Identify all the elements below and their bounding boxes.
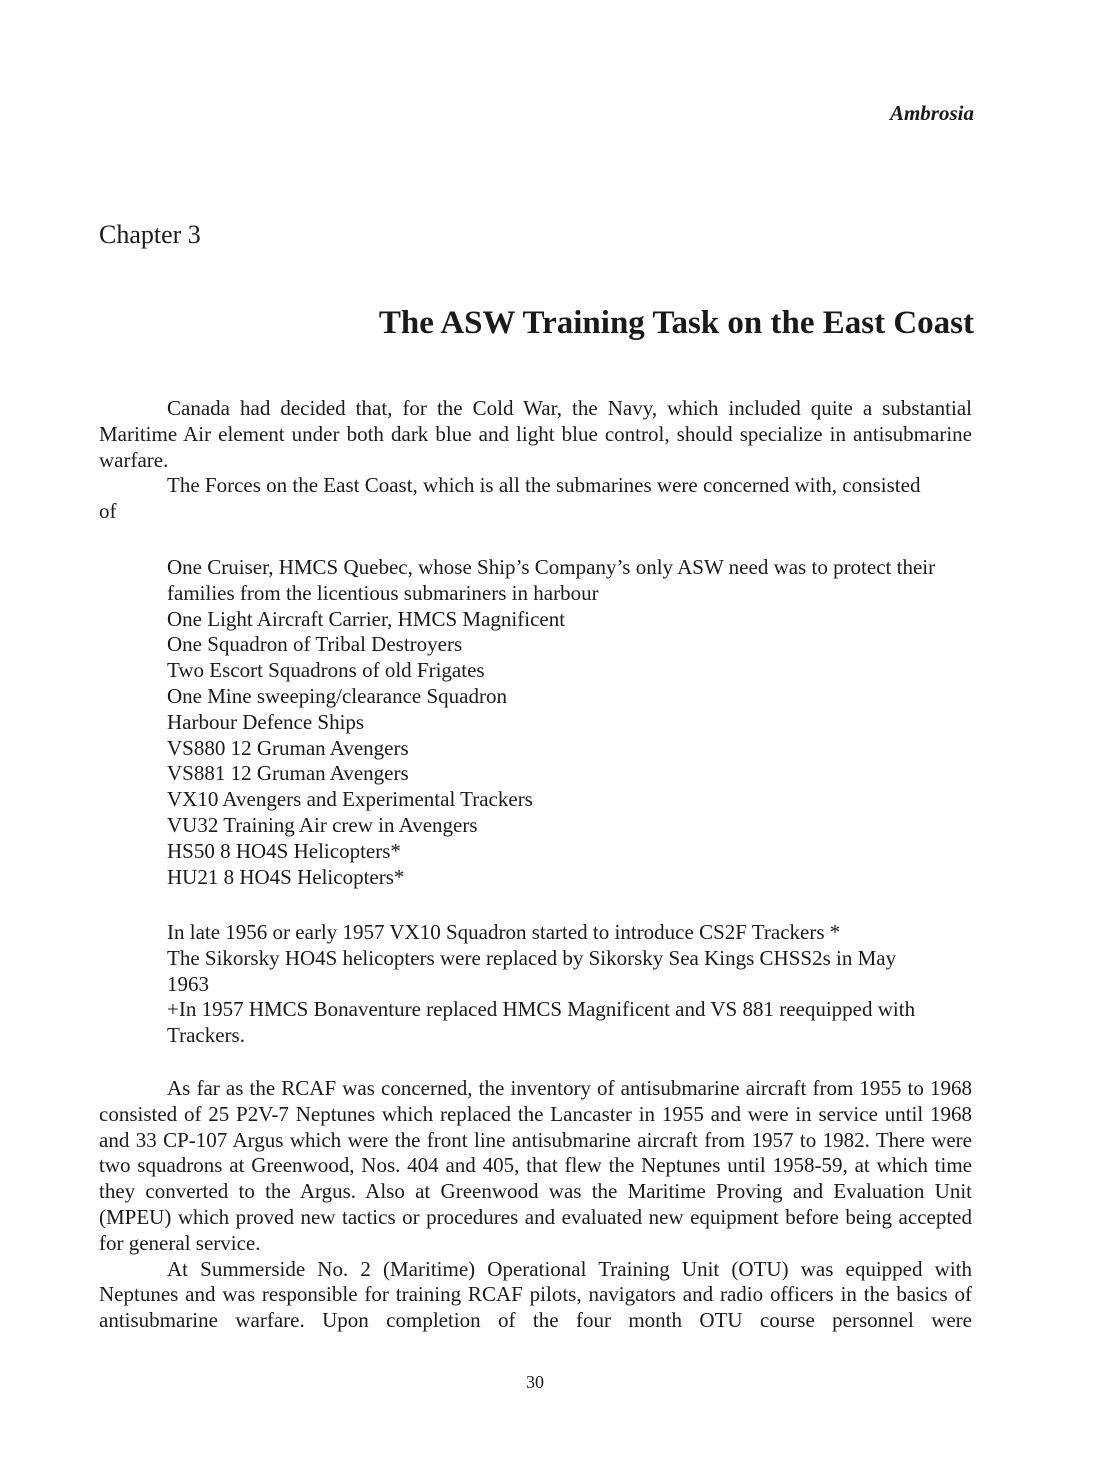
chapter-title: The ASW Training Task on the East Coast xyxy=(378,305,974,341)
chapter-label: Chapter 3 xyxy=(99,220,201,249)
list-item: VX10 Avengers and Experimental Trackers xyxy=(167,787,533,812)
note-item: +In 1957 HMCS Bonaventure replaced HMCS Magnificent and VS 881 reequipped with Trackers. xyxy=(167,997,916,1048)
list-item: VS880 12 Gruman Avengers xyxy=(167,735,409,760)
note-item: In late 1956 or early 1957 VX10 Squadron started to introduce CS2F Trackers * xyxy=(167,920,841,944)
page-number: 30 xyxy=(526,1372,544,1392)
list-item: HS50 8 HO4S Helicopters* xyxy=(167,838,401,863)
body-paragraph: As far as the RCAF was concerned, the inventory of antisubmarine aircraft from 1955 to 1968 consisted of 25 P2V-7 Neptunes which replaced the Lancaster in 1955 and were in service until 1968 and 33 CP-107 Argus which were the front line antisubmarine aircraft from 1957 to 1982. There were two squadrons at Greenwood, Nos. 404 and 405, that flew the Neptunes until 1958-59, at which time they converted to the Argus. Also at Greenwood was the Maritime Proving and Evaluation Unit (MPEU) which proved new tactics or procedures and evaluated new equipment before being accepted for general service. xyxy=(99,1076,972,1255)
list-item: One Squadron of Tribal Destroyers xyxy=(167,632,463,657)
list-item: One Mine sweeping/clearance Squadron xyxy=(167,683,507,708)
intro-paragraph: Canada had decided that, for the Cold War, the Navy, which included quite a substantial Maritime Air element under both dark blue and light blue control, should specialize in antisubmarine warfare. xyxy=(99,396,972,472)
intro-section xyxy=(99,396,972,525)
list-item: One Cruiser, HMCS Quebec, whose Ship’s Company’s only ASW need was to protect their families from the licentious submariners in harbour xyxy=(167,555,936,605)
list-item: Two Escort Squadrons of old Frigates xyxy=(167,658,485,683)
notes-list xyxy=(99,920,972,1049)
list-item: Harbour Defence Ships xyxy=(167,709,365,734)
rcaf-section xyxy=(99,1076,972,1334)
running-head: Ambrosia xyxy=(889,101,974,125)
forces-list xyxy=(99,555,972,890)
intro-paragraph: The Forces on the East Coast, which is all the submarines were concerned with, consisted of xyxy=(99,473,921,524)
note-item: The Sikorsky HO4S helicopters were replaced by Sikorsky Sea Kings CHSS2s in May 1963 xyxy=(167,945,897,996)
list-item: VU32 Training Air crew in Avengers xyxy=(167,812,478,837)
list-item: One Light Aircraft Carrier, HMCS Magnificent xyxy=(167,606,566,631)
list-item: HU21 8 HO4S Helicopters* xyxy=(167,864,405,889)
body-paragraph: At Summerside No. 2 (Maritime) Operational Training Unit (OTU) was equipped with Neptunes and was responsible for training RCAF pilots, navigators and radio officers in the basics of antisubmarine warfare. Upon completion of the four month OTU course personnel were xyxy=(99,1256,972,1333)
list-item: VS881 12 Gruman Avengers xyxy=(167,761,409,786)
